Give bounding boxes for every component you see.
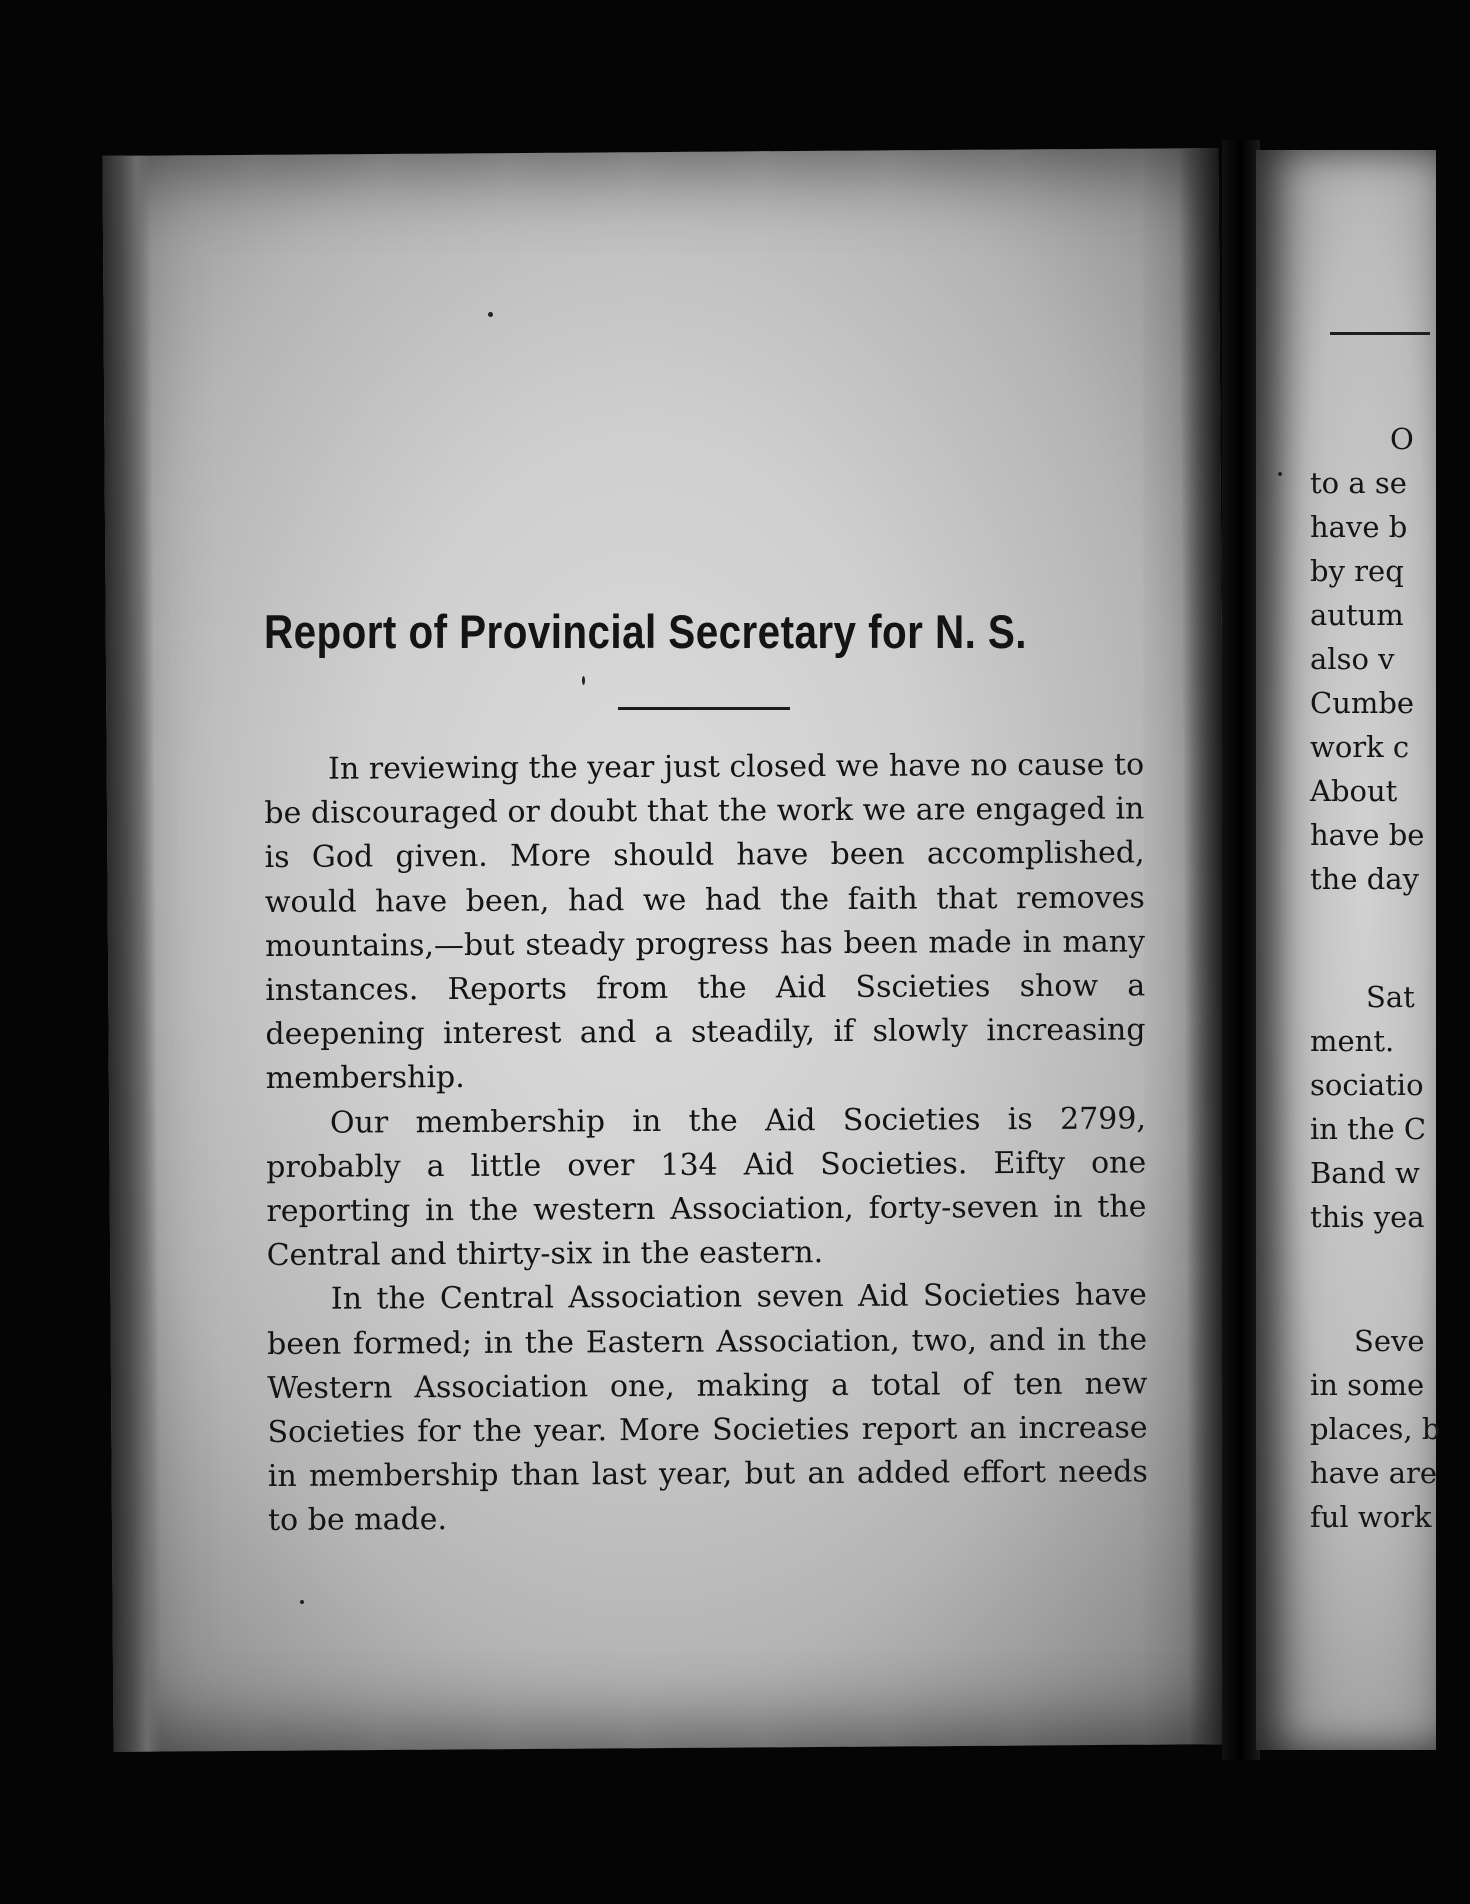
right-line: work c [1310, 730, 1410, 764]
right-line: places, b [1310, 1412, 1441, 1446]
paper-speck [300, 1600, 304, 1604]
paper-speck [1278, 472, 1282, 476]
right-line: this yea [1310, 1200, 1425, 1234]
right-line: the day [1310, 862, 1419, 896]
right-line: have are [1310, 1456, 1438, 1490]
right-line: autum [1310, 598, 1404, 632]
right-line: have b [1310, 510, 1408, 544]
right-line: About [1310, 774, 1398, 808]
right-line: ful work [1310, 1500, 1432, 1534]
right-line: Cumbe [1310, 686, 1415, 720]
right-line: by req [1310, 554, 1404, 588]
right-line: O [1390, 422, 1414, 456]
right-line: Band w [1310, 1156, 1420, 1190]
right-line: in some [1310, 1368, 1425, 1402]
right-line: sociatio [1310, 1068, 1424, 1102]
right-line: have be [1310, 818, 1425, 852]
title-rule [618, 707, 790, 710]
right-line: also v [1310, 642, 1395, 676]
right-line: Sat [1366, 980, 1415, 1014]
right-line: to a se [1310, 466, 1407, 500]
paper-speck [488, 312, 493, 317]
paragraph-1: In reviewing the year just closed we have no cause to be discouraged or doubt that the work we are engaged in is God given. More should have been accomplished, would have been, had we had the faith that removes mountains,—but steady progress has been made in many instances. Reports from the Aid Sscieties show a deepening interest and a steadily, if slowly increasing membership. [264, 747, 1146, 1097]
paper-speck [582, 676, 585, 685]
right-line: ment. [1310, 1024, 1395, 1058]
paragraph-2: Our membership in the Aid Societies is 2799, probably a little over 134 Aid Societies. Eifty one reporting in the western Association, forty-seven in the Central and thirty-six in the eastern. [266, 1101, 1147, 1274]
right-line: in the C [1310, 1112, 1427, 1146]
right-page-rule [1330, 332, 1430, 335]
report-body [264, 743, 1148, 1543]
report-title: Report of Provincial Secretary for N. S. [264, 605, 1027, 658]
book-gutter [1222, 140, 1260, 1760]
paragraph-3: In the Central Association seven Aid Societies have been formed; in the Eastern Association, two, and in the Western Association one, making a total of ten new Societies for the year. More Societies report an increase in membership than last year, but an added effort needs to be made. [267, 1277, 1148, 1539]
right-line: Seve [1354, 1324, 1425, 1358]
